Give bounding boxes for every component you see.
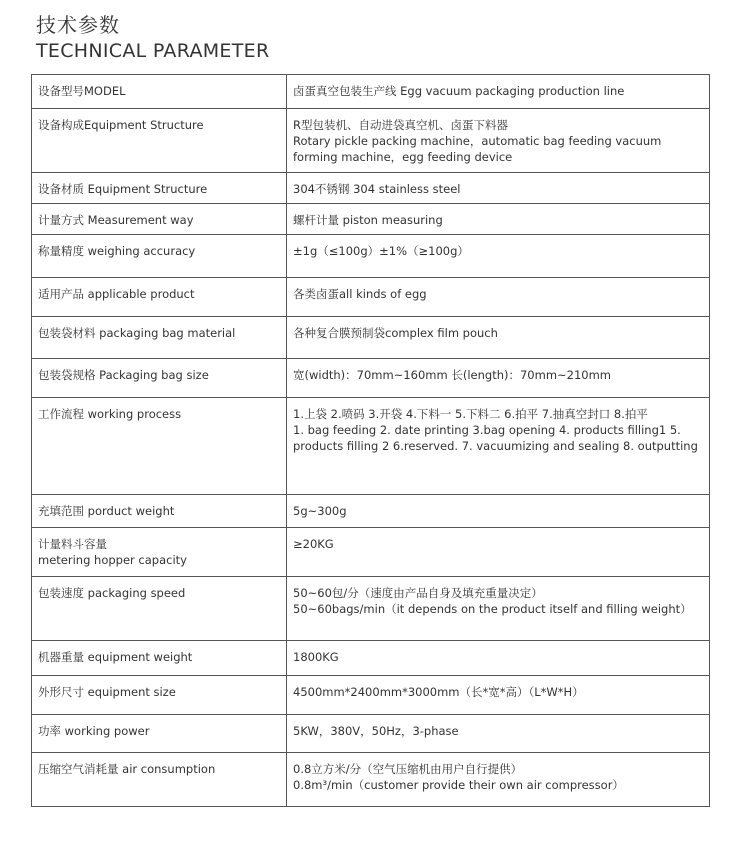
table-row	[32, 753, 710, 807]
technical-parameter-table	[31, 74, 710, 807]
row-label: 计量料斗容量 metering hopper capacity	[32, 528, 287, 577]
table-row	[32, 235, 710, 278]
row-label: 设备型号MODEL	[32, 75, 287, 109]
row-label: 设备构成Equipment Structure	[32, 109, 287, 173]
row-label: 机器重量 equipment weight	[32, 641, 287, 676]
row-value: 304不锈钢 304 stainless steel	[287, 173, 710, 204]
table-row	[32, 715, 710, 753]
table-row	[32, 109, 710, 173]
row-value: 各类卤蛋all kinds of egg	[287, 278, 710, 317]
row-value: R型包装机、自动进袋真空机、卤蛋下料器 Rotary pickle packing machine，automatic bag feeding vacuum forming machine，egg feeding device	[287, 109, 710, 173]
row-label: 工作流程 working process	[32, 398, 287, 495]
row-value: ±1g（≤100g）±1%（≥100g）	[287, 235, 710, 278]
row-value: 宽(width)：70mm~160mm 长(length)：70mm~210mm	[287, 359, 710, 398]
table-row	[32, 495, 710, 528]
table-row	[32, 204, 710, 235]
table-row	[32, 359, 710, 398]
row-value: 0.8立方米/分（空气压缩机由用户自行提供） 0.8m³/min（customer provide their own air compressor）	[287, 753, 710, 807]
row-label: 适用产品 applicable product	[32, 278, 287, 317]
row-label: 称量精度 weighing accuracy	[32, 235, 287, 278]
table-row	[32, 528, 710, 577]
row-value: 50~60包/分（速度由产品自身及填充重量决定） 50~60bags/min（it depends on the product itself and filling weight）	[287, 577, 710, 641]
table-row	[32, 398, 710, 495]
row-label: 功率 working power	[32, 715, 287, 753]
row-value: 各种复合膜预制袋complex film pouch	[287, 317, 710, 359]
row-value: 1800KG	[287, 641, 710, 676]
row-label: 设备材质 Equipment Structure	[32, 173, 287, 204]
row-value: 1.上袋 2.喷码 3.开袋 4.下料一 5.下料二 6.拍平 7.抽真空封口 8.拍平 1. bag feeding 2. date printing 3.bag opening 4. products filling1 5. products filling 2 6.reserved. 7. vacuumizing and sealing 8. outputting	[287, 398, 710, 495]
row-label: 计量方式 Measurement way	[32, 204, 287, 235]
row-label: 充填范围 porduct weight	[32, 495, 287, 528]
row-value: 5KW，380V，50Hz，3-phase	[287, 715, 710, 753]
row-value: 4500mm*2400mm*3000mm（长*宽*高）（L*W*H）	[287, 676, 710, 715]
table-row	[32, 577, 710, 641]
row-value: 5g~300g	[287, 495, 710, 528]
page-title-en: TECHNICAL PARAMETER	[36, 40, 270, 62]
row-label: 包装袋材料 packaging bag material	[32, 317, 287, 359]
row-value: ≥20KG	[287, 528, 710, 577]
row-label: 包装速度 packaging speed	[32, 577, 287, 641]
page-title-cn: 技术参数	[36, 13, 120, 37]
table-row	[32, 641, 710, 676]
row-label: 外形尺寸 equipment size	[32, 676, 287, 715]
row-label: 包装袋规格 Packaging bag size	[32, 359, 287, 398]
table-row	[32, 278, 710, 317]
table-row	[32, 676, 710, 715]
row-value: 卤蛋真空包装生产线 Egg vacuum packaging production line	[287, 75, 710, 109]
table-row	[32, 317, 710, 359]
row-value: 螺杆计量 piston measuring	[287, 204, 710, 235]
table-row	[32, 173, 710, 204]
table-row	[32, 75, 710, 109]
row-label: 压缩空气消耗量 air consumption	[32, 753, 287, 807]
